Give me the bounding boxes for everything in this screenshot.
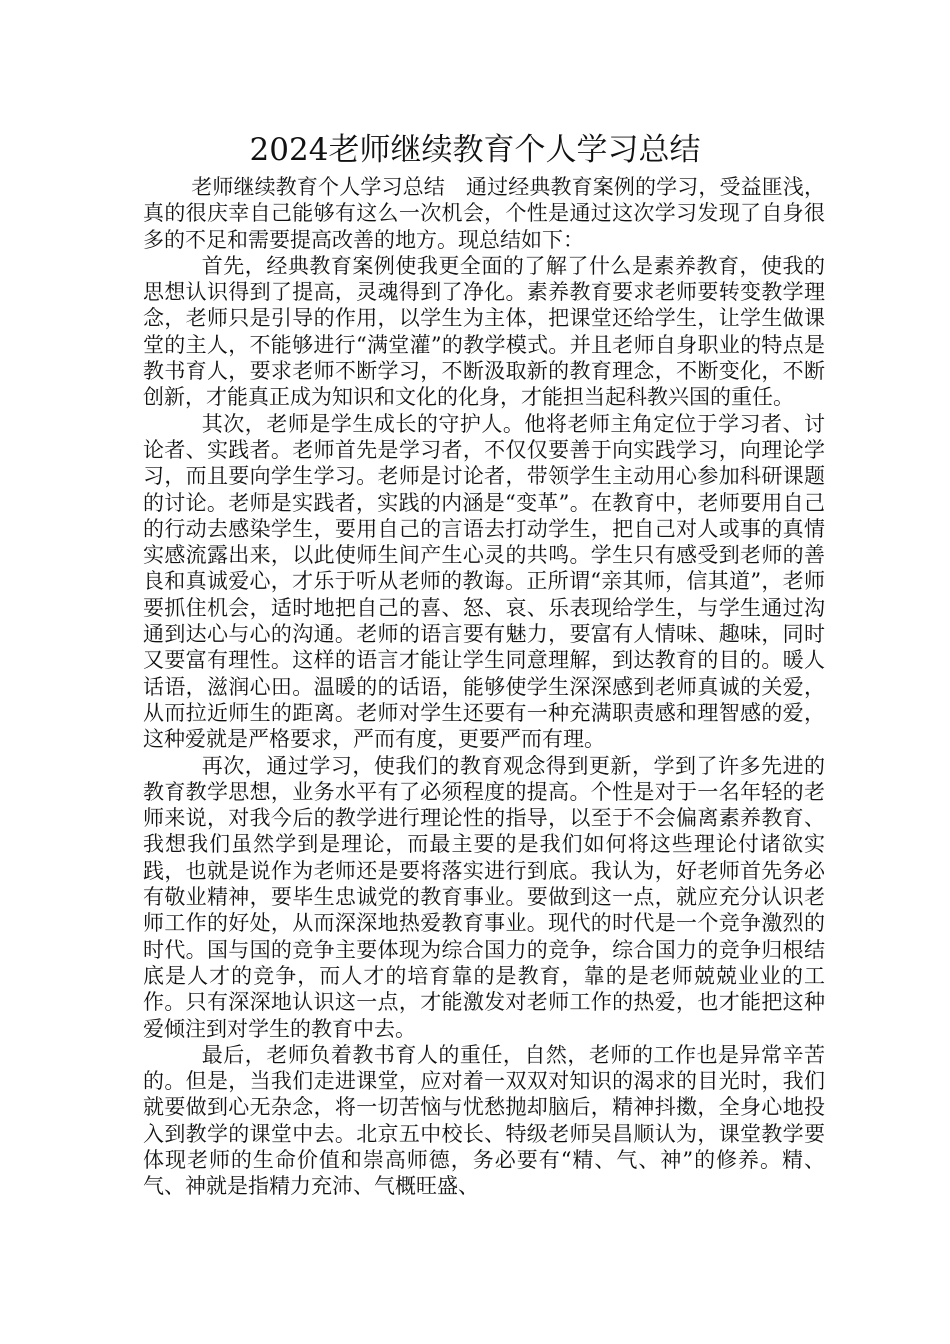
paragraph-final-point: 最后，老师负着教书育人的重任，自然，老师的工作也是异常辛苦的。但是，当我们走进课堂，应对着一双双对知识的渴求的目光时，我们就要做到心无杂念，将一切苦恼与忧愁抛却脑后，精神抖擞，全身心地投入到教学的课堂中去。北京五中校长、特级老师吴昌顺认为，课堂教学要体现老师的生命价值和崇高师德，务必要有“精、气、神”的修养。精、气、神就是指精力充沛、气概旺盛、 bbox=[143, 1042, 825, 1199]
paragraph-intro: 老师继续教育个人学习总结 通过经典教育案例的学习，受益匪浅，真的很庆幸自己能够有这么一次机会，个性是通过这次学习发现了自身很多的不足和需要提高改善的地方。现总结如下： bbox=[143, 175, 825, 252]
paragraph-third-point: 再次，通过学习，使我们的教育观念得到更新，学到了许多先进的教育教学思想，业务水平有了必须程度的提高。个性是对于一名年轻的老师来说，对我今后的教学进行理论性的指导，以至于不会偏离素养教育、我想我们虽然学到是理论，而最主要的是我们如何将这些理论付诸欲实践，也就是说作为老师还是要将落实进行到底。我认为，好老师首先务必有敬业精神，要毕生忠诚党的教育事业。要做到这一点，就应充分认识老师工作的好处，从而深深地热爱教育事业。现代的时代是一个竞争激烈的时代。国与国的竞争主要体现为综合国力的竞争，综合国力的竞争归根结底是人才的竞争，而人才的培育靠的是教育，靠的是老师兢兢业业的工作。只有深深地认识这一点，才能激发对老师工作的热爱，也才能把这种爱倾注到对学生的教育中去。 bbox=[143, 753, 825, 1041]
document-title: 2024老师继续教育个人学习总结 bbox=[249, 132, 701, 168]
paragraph-first-point: 首先，经典教育案例使我更全面的了解了什么是素养教育，使我的思想认识得到了提高，灵魂得到了净化。素养教育要求老师要转变教学理念，老师只是引导的作用，以学生为主体，把课堂还给学生，让学生做课堂的主人，不能够进行“满堂灌”的教学模式。并且老师自身职业的特点是教书育人，要求老师不断学习，不断汲取新的教育理念，不断变化，不断创新，才能真正成为知识和文化的化身，才能担当起科教兴国的重任。 bbox=[143, 253, 825, 410]
document-body bbox=[143, 174, 825, 1200]
paragraph-second-point: 其次，老师是学生成长的守护人。他将老师主角定位于学习者、讨论者、实践者。老师首先是学习者，不仅仅要善于向实践学习，向理论学习，而且要向学生学习。老师是讨论者，带领学生主动用心参加科研课题的讨论。老师是实践者，实践的内涵是“变革”。在教育中，老师要用自己的行动去感染学生，要用自己的言语去打动学生，把自己对人或事的真情实感流露出来，以此使师生间产生心灵的共鸣。学生只有感受到老师的善良和真诚爱心，才乐于听从老师的教诲。正所谓“亲其师，信其道”，老师要抓住机会，适时地把自己的喜、怒、哀、乐表现给学生，与学生通过沟通到达心与心的沟通。老师的语言要有魅力，要富有人情味、趣味，同时又要富有理性。这样的语言才能让学生同意理解，到达教育的目的。暖人话语，滋润心田。温暖的的话语，能够使学生深深感到老师真诚的关爱，从而拉近师生的距离。老师对学生还要有一种充满职责感和理智感的爱，这种爱就是严格要求，严而有度，更要严而有理。 bbox=[143, 411, 825, 752]
